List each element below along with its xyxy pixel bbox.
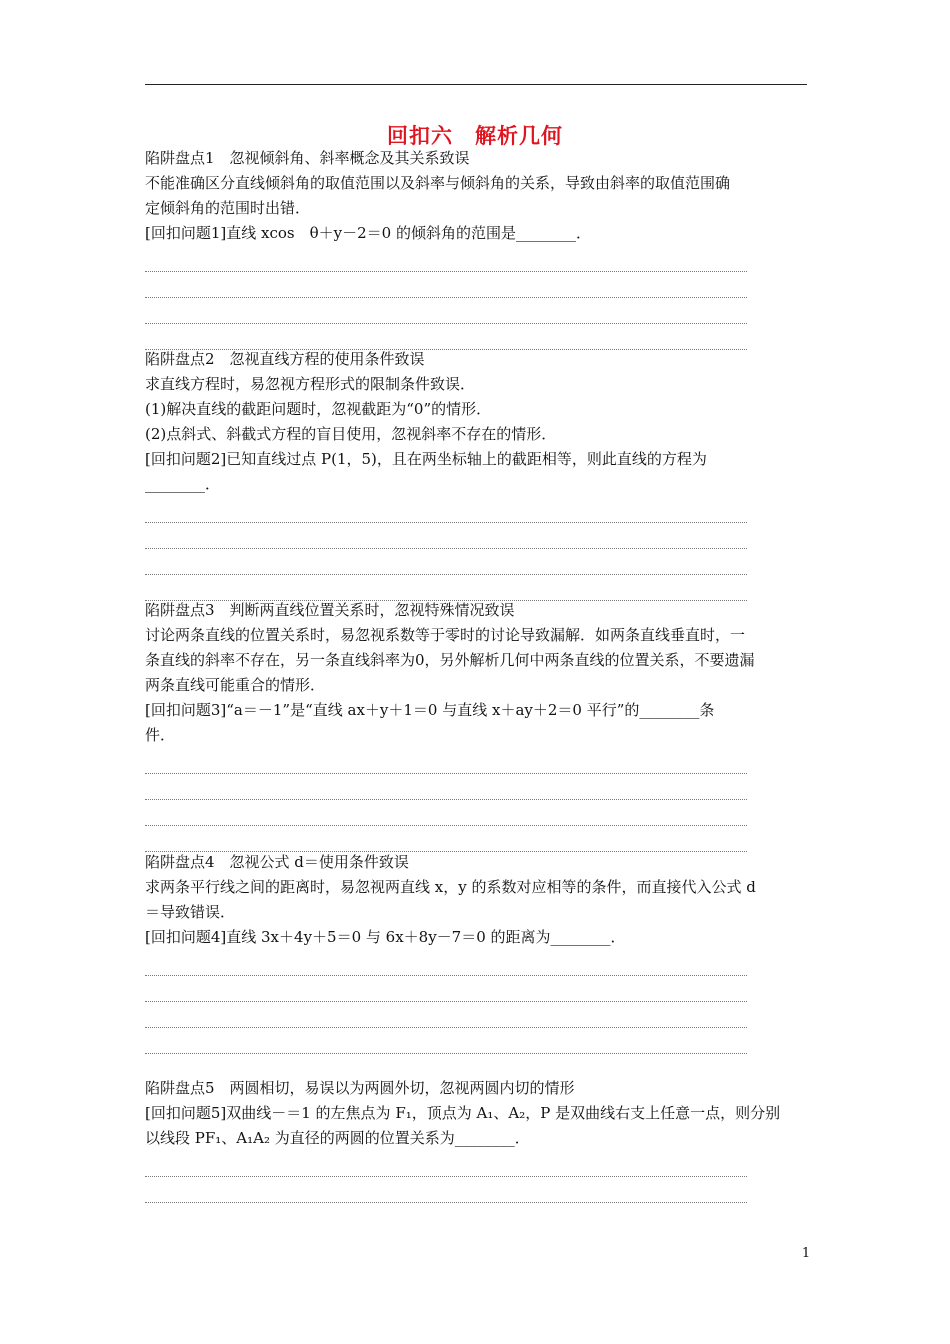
- question-text: [回扣问题5]双曲线－＝1 的左焦点为 F₁，顶点为 A₁、A₂，P 是双曲线右支上任意一点，则分别: [145, 1104, 781, 1122]
- section-text: (1)解决直线的截距问题时，忽视截距为“0”的情形．: [145, 400, 492, 418]
- section-text: 求直线方程时，易忽视方程形式的限制条件致误．: [145, 375, 476, 393]
- answer-line[interactable]: [145, 1002, 747, 1028]
- section-4: [145, 850, 810, 1054]
- answer-line[interactable]: [145, 826, 747, 852]
- section-3: [145, 598, 810, 852]
- answer-line[interactable]: [145, 774, 747, 800]
- answer-line[interactable]: [145, 1028, 747, 1054]
- section-heading: 陷阱盘点2 忽视直线方程的使用条件致误: [145, 350, 425, 368]
- page-number: 1: [801, 1246, 811, 1261]
- page-title: 回扣六 解析几何: [387, 124, 563, 148]
- top-rule: [145, 84, 807, 85]
- answer-line[interactable]: [145, 298, 747, 324]
- section-heading: 陷阱盘点3 判断两直线位置关系时，忽视特殊情况致误: [145, 601, 515, 619]
- question-text: [回扣问题1]直线 xcos θ＋y－2＝0 的倾斜角的范围是________．: [145, 224, 591, 242]
- question-text: 件．: [145, 726, 176, 744]
- question-text: ________．: [145, 475, 221, 493]
- answer-line[interactable]: [145, 272, 747, 298]
- section-text: 讨论两条直线的位置关系时，易忽视系数等于零时的讨论导致漏解．如两条直线垂直时，一: [145, 626, 746, 644]
- question-text: [回扣问题3]“a＝－1”是“直线 ax＋y＋1＝0 与直线 x＋ay＋2＝0 平行”的________条: [145, 701, 715, 719]
- section-2: [145, 347, 810, 601]
- answer-line[interactable]: [145, 800, 747, 826]
- answer-line[interactable]: [145, 497, 747, 523]
- section-text: 不能准确区分直线倾斜角的取值范围以及斜率与倾斜角的关系，导致由斜率的取值范围确: [145, 174, 731, 192]
- section-text: 求两条平行线之间的距离时，易忽视两直线 x，y 的系数对应相等的条件，而直接代入公式 d: [145, 878, 756, 896]
- section-5: [145, 1076, 810, 1203]
- answer-line[interactable]: [145, 1177, 747, 1203]
- section-heading: 陷阱盘点4 忽视公式 d＝使用条件致误: [145, 853, 409, 871]
- section-1: [145, 146, 810, 350]
- section-text: 条直线的斜率不存在，另一条直线斜率为0，另外解析几何中两条直线的位置关系，不要遗漏: [145, 651, 755, 669]
- section-text: 定倾斜角的范围时出错．: [145, 199, 311, 217]
- question-text: 以线段 PF₁、A₁A₂ 为直径的两圆的位置关系为________．: [145, 1129, 530, 1147]
- section-heading: 陷阱盘点5 两圆相切，易误以为两圆外切，忽视两圆内切的情形: [145, 1079, 575, 1097]
- section-text: ＝导致错误．: [145, 903, 236, 921]
- answer-line[interactable]: [145, 1151, 747, 1177]
- answer-line[interactable]: [145, 523, 747, 549]
- answer-line[interactable]: [145, 246, 747, 272]
- answer-line[interactable]: [145, 950, 747, 976]
- question-text: [回扣问题2]已知直线过点 P(1，5)，且在两坐标轴上的截距相等，则此直线的方程为: [145, 450, 707, 468]
- question-text: [回扣问题4]直线 3x＋4y＋5＝0 与 6x＋8y－7＝0 的距离为________．: [145, 928, 626, 946]
- section-text: (2)点斜式、斜截式方程的盲目使用，忽视斜率不存在的情形．: [145, 425, 557, 443]
- answer-line[interactable]: [145, 549, 747, 575]
- section-text: 两条直线可能重合的情形．: [145, 676, 326, 694]
- answer-line[interactable]: [145, 748, 747, 774]
- answer-line[interactable]: [145, 976, 747, 1002]
- section-heading: 陷阱盘点1 忽视倾斜角、斜率概念及其关系致误: [145, 149, 470, 167]
